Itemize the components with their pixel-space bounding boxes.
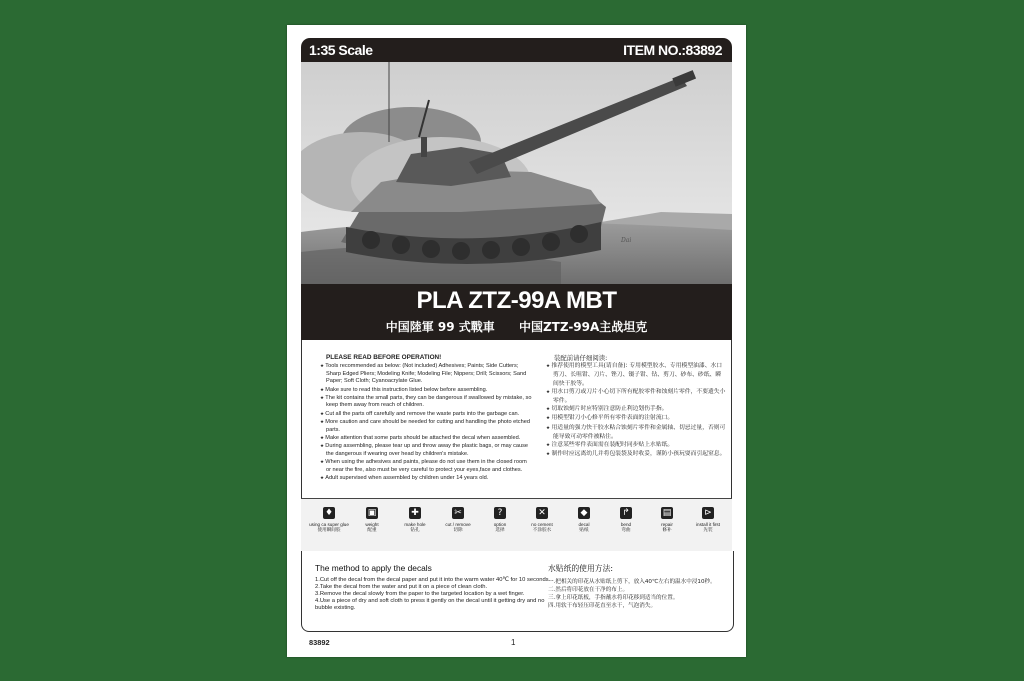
instruction-item: ★ Tools recommended as below: (Not included) Adhesives; Paints; Side Cutters; Sharp Edged Pliers; Modeling Knife; Modeling File; Nippers; Drill; Scissors; Sand Paper; Soft Cloth; Cyanoacrylate Glue.	[320, 362, 532, 385]
decal-step: 1.Cut off the decal from the decal paper and put it into the warm water 40℃ for 10 seconds.	[315, 577, 551, 583]
safety-instructions	[301, 340, 732, 498]
instruction-item-cn: ★ 注意某些零件表面需在装配时同步贴上水贴纸。	[546, 441, 726, 450]
symbol-option: ? option 选择	[493, 508, 507, 533]
tank-illustration	[301, 62, 732, 284]
instructions-heading-cn: 装配前请仔细阅读:	[554, 354, 608, 362]
decal-step-cn: 四.用软干布轻压印花直至水干，气泡消失。	[548, 603, 657, 609]
symbol-legend	[301, 498, 732, 552]
footer-item-code: 83892	[309, 638, 330, 647]
header-bar	[301, 38, 732, 62]
option-icon: ?	[494, 507, 506, 519]
decal-step-cn: 三.拿上印花纸板，手指蘸水将印花移到适当的位置。	[548, 595, 679, 601]
title-chinese	[301, 318, 732, 335]
symbol-decal: ◆ decal 贴纸	[578, 508, 590, 533]
item-number: ITEM NO.:83892	[623, 42, 722, 58]
repair-icon: ▤	[662, 508, 672, 518]
instruction-item: ★ More caution and care should be needed for cutting and handling the photo etched parts.	[320, 418, 532, 434]
scale-label: 1:35 Scale	[309, 42, 373, 58]
decal-step-cn: 二.然后将印花放在干净的布上。	[548, 587, 629, 593]
decal-method-english	[315, 563, 555, 612]
symbol-install-first: ⊳ install it first 先装	[696, 508, 720, 533]
instruction-item-cn: ★ 用水口剪刀或刀片小心切下所有配胶零件和蚀刻片零件，不要遗失小零件。	[546, 388, 726, 405]
title-english: PLA ZTZ-99A MBT	[416, 287, 617, 314]
instructions-english	[320, 354, 532, 483]
symbol-drill: ✚ make hole 钻孔	[404, 508, 426, 533]
decal-method-section	[301, 551, 734, 632]
box-art-image	[301, 62, 732, 284]
instruction-item-cn: ★ 推荐使用的模型工具(请自备): 专用模型胶水、专用模型油漆、水口剪刀、长咀钳、刀片、锉刀、镊子钳、钻、剪刀、砂布、砂纸、瞬间快干胶等。	[546, 362, 726, 388]
glue-icon: ♦	[324, 508, 334, 518]
decal-step: 4.Use a piece of dry and soft cloth to press it gently on the decal until it getting dry and no bubble existing.	[315, 598, 545, 611]
decal-step-cn: 一.把相关的印花从水贴纸上剪下，放入40℃左右的温水中浸10秒。	[548, 579, 716, 585]
page-number: 1	[511, 638, 516, 647]
svg-text:Dai: Dai	[621, 237, 632, 244]
decal-method-chinese	[548, 563, 728, 610]
instruction-item-cn: ★ 制作时应远离幼儿并将包装袋及时收妥，谨防小孩玩耍而引起窒息。	[546, 450, 726, 459]
instruction-item: ★ Cut all the parts off carefully and remove the waste parts into the garbage can.	[320, 410, 532, 418]
cut-icon: ✂	[452, 507, 464, 519]
bend-icon: ↱	[620, 507, 632, 519]
symbol-repair: ▤ repair 修补	[661, 508, 673, 533]
instructions-heading: PLEASE READ BEFORE OPERATION!	[326, 354, 442, 361]
drill-icon: ✚	[409, 507, 421, 519]
instructions-chinese	[546, 354, 726, 459]
title-banner	[301, 284, 732, 340]
decal-icon: ◆	[578, 507, 590, 519]
instruction-sheet-page	[287, 25, 746, 657]
weight-icon: ▣	[367, 508, 377, 518]
title-chinese-traditional: 中国陸軍 99 式戰車	[385, 320, 495, 334]
instruction-item: ★ The kit contains the small parts, they can be dangerous if swallowed by mistake, so keep them away from reach of children.	[320, 394, 532, 410]
sheet-frame	[301, 38, 732, 643]
symbol-weight: ▣ weight 配重	[365, 508, 379, 533]
decal-heading: The method to apply the decals	[315, 563, 432, 573]
symbol-bend: ↱ bend 弯曲	[620, 508, 632, 533]
instruction-item-cn: ★ 切取蚀刻片时应特别注意防止利边划伤手指。	[546, 405, 726, 414]
instruction-item-cn: ★ 用模型钳刀小心修平所有零件表面的注射流口。	[546, 414, 726, 423]
decal-step: 2.Take the decal from the water and put it on a piece of clean cloth.	[315, 584, 488, 590]
instruction-item: ★ Make attention that some parts should be attached the decal when assembled.	[320, 434, 532, 442]
install-first-icon: ⊳	[702, 507, 714, 519]
symbol-glue: ♦ using ca super glue 使用瞬间胶	[309, 508, 349, 533]
title-chinese-simplified: 中国ZTZ-99A主战坦克	[518, 320, 648, 334]
instruction-item-cn: ★ 用适量的强力快干胶水粘合蚀刻片零件和金属轴、切忌过量，否则可能导致可动零件被粘住。	[546, 424, 726, 441]
instruction-item: ★ When using the adhesives and paints, please do not use them in the closed room or near the fire, also must be very careful to protect your eyes,face and clothes.	[320, 458, 532, 474]
decal-heading-cn: 水贴纸的使用方法:	[548, 564, 614, 573]
instruction-item: ★ Adult supervised when assembled by children under 14 years old.	[320, 474, 532, 482]
symbol-no-cement: ✕ no cement 不涂胶水	[531, 508, 553, 533]
instruction-item: ★ During assembling, please tear up and throw away the plastic bags, or may cause the dangerous if wearing over head by children's mistake.	[320, 442, 532, 458]
instruction-item: ★ Make sure to read this instruction listed below before assembling.	[320, 386, 532, 394]
no-cement-icon: ✕	[536, 507, 548, 519]
decal-step: 3.Remove the decal slowly from the paper to the targeted location by a wet finger.	[315, 591, 525, 597]
symbol-cut: ✂ cut / remove 切除	[445, 508, 471, 533]
